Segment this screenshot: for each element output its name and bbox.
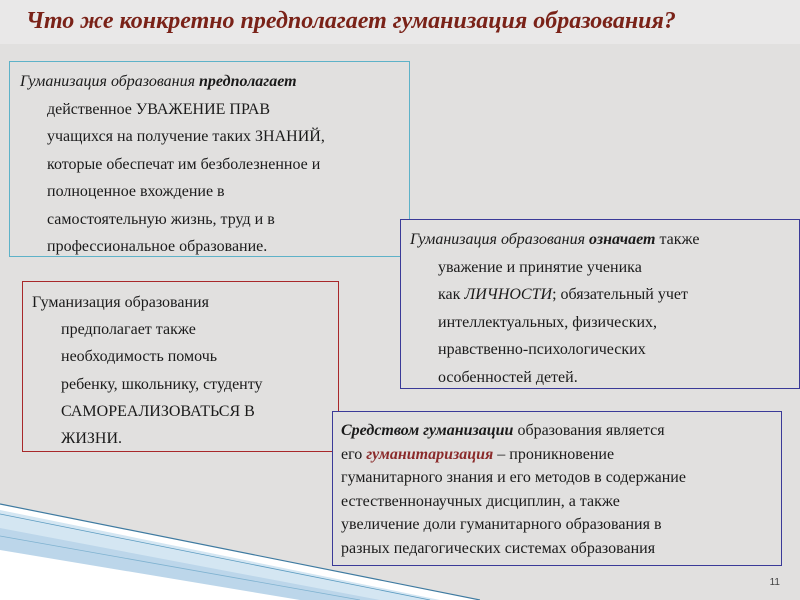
box4-line: увеличение доли гуманитарного образования в [341,516,662,534]
box1-line: учащихся на получение таких ЗНАНИЙ, [47,128,325,145]
box1-line: самостоятельную жизнь, труд и в [47,210,275,228]
box3-line: уважение и принятие ученика [438,258,642,276]
box1-lead-bold: предполагает [199,73,297,90]
box1-line: которые обеспечат им безболезненное и [47,155,321,173]
box4-lead-rest: образования является [517,422,665,439]
box4-lead-line [341,419,781,443]
box3-lead-rest: также [659,231,700,248]
box2-line: САМОРЕАЛИЗОВАТЬСЯ В [61,402,255,420]
box4-lead-bold: Средством гуманизации [341,422,514,439]
box3-line2-italic: ЛИЧНОСТИ [464,286,553,303]
box4-line-humanitarization [341,443,781,467]
box1-line: действенное УВАЖЕНИЕ ПРАВ [47,100,271,118]
box3-line2-rest: ; обязательный учет [552,286,689,303]
box1-line: профессиональное образование. [47,238,268,255]
box3-line: нравственно-психологических [438,341,646,358]
decorative-stripes [0,480,480,600]
box4-line: естественнонаучных дисциплин, а также [341,492,620,510]
box2-line: необходимость помочь [61,348,218,366]
box1-lead: Гуманизация образования [20,73,196,90]
page-number: 11 [769,577,780,588]
box4-line: гуманитарного знания и его методов в содержание [341,469,686,487]
box3-line: особенностей детей. [438,368,578,386]
box4-line: разных педагогических системах образования [341,539,656,557]
box3-line: интеллектуальных, физических, [438,313,658,331]
box4-line2-rest: – проникновение [497,445,615,463]
box2-line: предполагает также [61,321,196,339]
box2-line: ЖИЗНИ. [61,430,123,448]
box3-line-personality [410,281,799,309]
box3-line2-pre: как [438,286,461,303]
text-box-self-realization [22,281,339,452]
box3-lead: Гуманизация образования [410,231,586,248]
box2-first-line: Гуманизация образования [32,294,209,311]
text-box-personality [400,219,800,389]
box1-line: полноценное вхождение в [47,183,225,200]
box3-lead-line [410,226,799,254]
box3-lead-bold: означает [589,231,656,248]
box1-lead-line [20,68,409,96]
text-box-rights [9,61,410,257]
box2-line: ребенку, школьнику, студенту [61,375,263,393]
page-title: Что же конкретно предполагает гуманизация образования? [26,8,676,34]
box4-line2-accent: гуманитаризация [366,445,494,463]
box4-line2-pre: его [341,445,363,463]
